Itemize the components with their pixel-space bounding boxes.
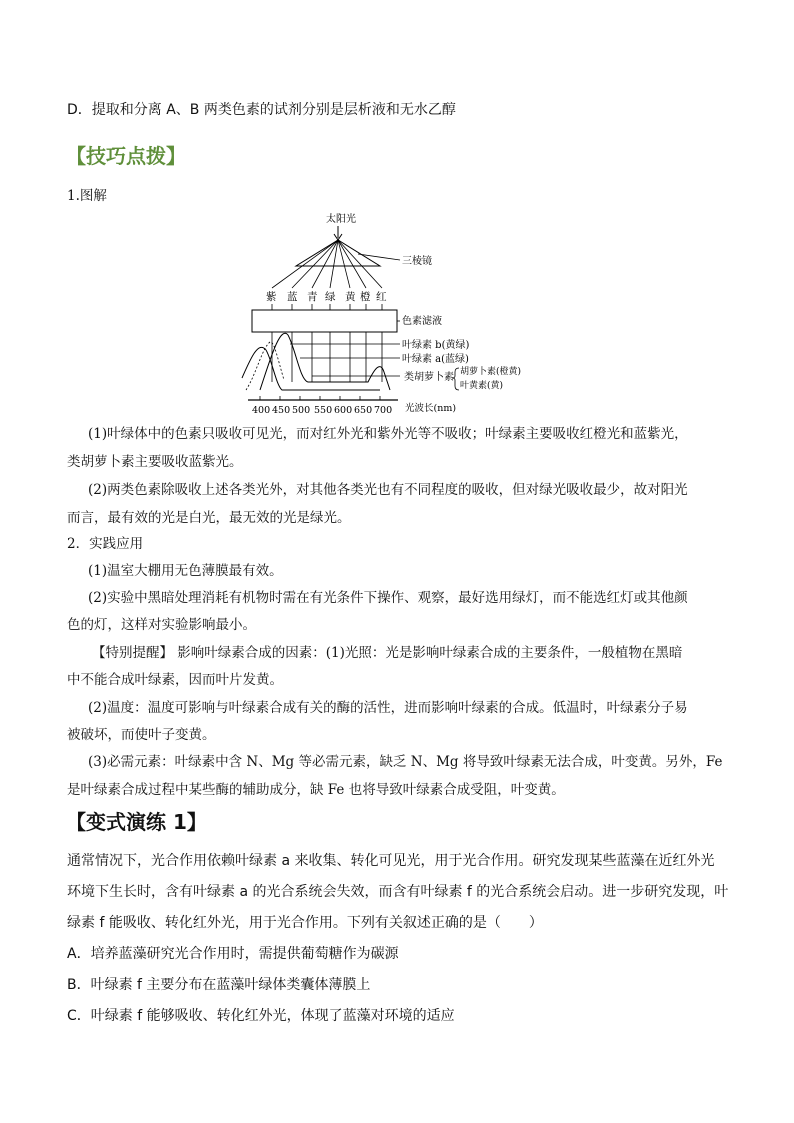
question-line-1: 通常情况下，光合作用依赖叶绿素 a 来收集、转化可见光，用于光合作用。研究发现某些蓝藻在近红外光	[67, 853, 715, 869]
wavelength-axis-label: 光波长(nm)	[405, 403, 457, 414]
tip-1-line-2: 中不能合成叶绿素，因而叶片发黄。	[67, 672, 283, 688]
color-red: 红	[376, 291, 387, 303]
tick-600: 600	[334, 405, 353, 416]
prism-label: 三棱镜	[402, 256, 432, 267]
question-line-2: 环境下生长时，含有叶绿素 a 的光合系统会失效，而含有叶绿素 f 的光合系统会启动。进一步研究发现，叶	[67, 884, 729, 900]
para-2-line-1: (2)两类色素除吸收上述各类光外，对其他各类光也有不同程度的吸收，但对绿光吸收最少，故对阳光	[88, 482, 688, 498]
apply-2-line-2: 色的灯，这样对实验影响最小。	[67, 617, 256, 633]
tick-500: 500	[292, 405, 311, 416]
option-a: A．培养蓝藻研究光合作用时，需提供葡萄糖作为碳源	[67, 946, 399, 962]
color-orange: 橙	[360, 291, 371, 303]
tip-2-line-1: (2)温度：温度可影响与叶绿素合成有关的酶的活性，进而影响叶绿素的合成。低温时，叶绿素分子易	[88, 700, 688, 716]
section-1-title: 1.图解	[67, 188, 107, 204]
para-1-line-2: 类胡萝卜素主要吸收蓝紫光。	[67, 454, 243, 470]
tip-1-line-1: 【特别提醒】 影响叶绿素合成的因素：(1)光照：光是影响叶绿素合成的主要条件，一般植物在黑暗	[92, 645, 683, 661]
color-blue: 蓝	[287, 291, 298, 303]
color-violet: 紫	[266, 291, 277, 303]
apply-2-line-1: (2)实验中黑暗处理消耗有机物时需在有光条件下操作、观察，最好选用绿灯，而不能选红灯或其他颜	[88, 590, 688, 606]
chlorophyll-b-label: 叶绿素 b(黄绿)	[402, 340, 470, 351]
section-2-title: 2．实践应用	[67, 536, 144, 552]
filter-label: 色素滤液	[402, 316, 442, 327]
para-1-line-1: (1)叶绿体中的色素只吸收可见光，而对红外光和紫外光等不吸收；叶绿素主要吸收红橙光和蓝紫光，	[88, 426, 688, 442]
sunlight-label: 太阳光	[326, 214, 356, 225]
tip-2-line-2: 被破坏，而使叶子变黄。	[67, 727, 216, 743]
skill-heading: 【技巧点拨】	[66, 144, 186, 168]
tick-450: 450	[272, 405, 291, 416]
pigment-filter-box	[252, 310, 397, 332]
color-green: 绿	[325, 291, 336, 303]
tick-650: 650	[354, 405, 373, 416]
option-c: C．叶绿素 f 能够吸收、转化红外光，体现了蓝藻对环境的适应	[67, 1008, 455, 1024]
practice-heading: 【变式演练 1】	[66, 810, 207, 834]
tick-700: 700	[374, 405, 393, 416]
color-yellow: 黄	[345, 291, 356, 303]
carotenoid-label: 类胡萝卜素	[404, 372, 454, 383]
para-2-line-2: 而言，最有效的光是白光，最无效的光是绿光。	[67, 510, 351, 526]
xanthophyll-label: 叶黄素(黄)	[460, 381, 504, 391]
option-b: B．叶绿素 f 主要分布在蓝藻叶绿体类囊体薄膜上	[67, 977, 371, 993]
tick-550: 550	[314, 405, 333, 416]
color-cyan: 青	[307, 291, 318, 303]
carotene-label: 胡萝卜素(橙黄)	[460, 367, 522, 377]
question-line-3: 绿素 f 能吸收、转化红外光，用于光合作用。下列有关叙述正确的是（ ）	[67, 915, 543, 931]
option-d-text: D．提取和分离 A、B 两类色素的试剂分别是层析液和无水乙醇	[67, 102, 456, 118]
tip-3-line-1: (3)必需元素：叶绿素中含 N、Mg 等必需元素，缺乏 N、Mg 将导致叶绿素无法合成，叶变黄。另外，Fe	[88, 754, 723, 770]
chlorophyll-a-label: 叶绿素 a(蓝绿)	[402, 354, 469, 365]
apply-1: (1)温室大棚用无色薄膜最有效。	[88, 563, 283, 579]
tick-400: 400	[252, 405, 271, 416]
absorption-spectrum-diagram	[230, 210, 522, 416]
tip-3-line-2: 是叶绿素合成过程中某些酶的辅助成分，缺 Fe 也将导致叶绿素合成受阻，叶变黄。	[67, 782, 565, 798]
prism-shape	[296, 240, 380, 266]
